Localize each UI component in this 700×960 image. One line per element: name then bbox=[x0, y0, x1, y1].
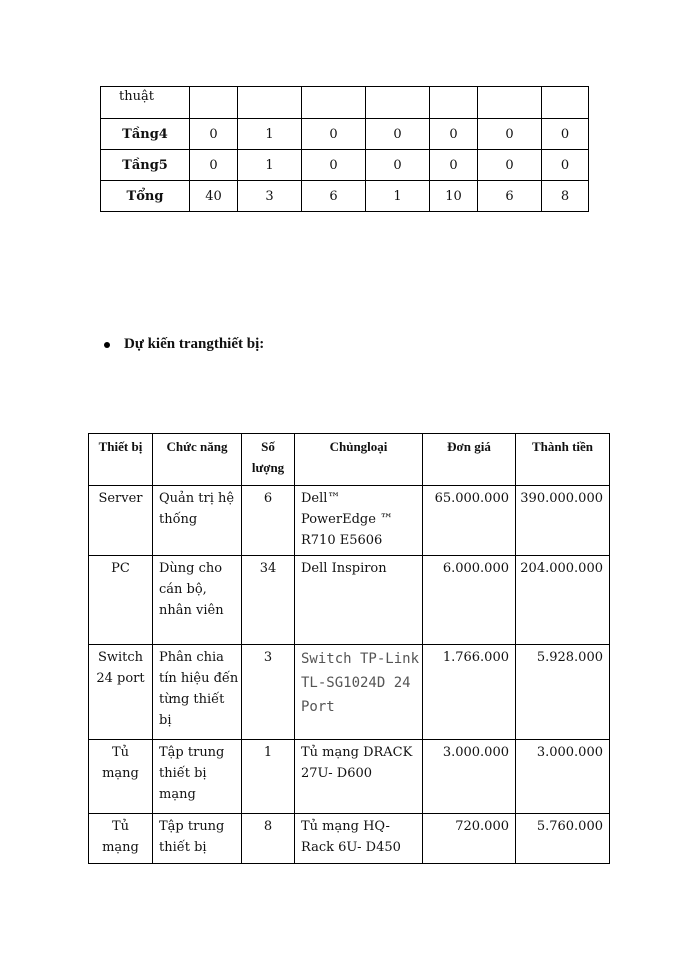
table-cell: 0 bbox=[366, 119, 430, 150]
table-cell: 0 bbox=[366, 150, 430, 181]
section-heading-text: Dự kiến trangthiết bị: bbox=[124, 336, 265, 352]
table-cell: 1 bbox=[238, 150, 302, 181]
bullet-icon bbox=[104, 342, 110, 348]
cell-device: Tủ mạng bbox=[89, 814, 153, 864]
cell-function: Tập trung thiết bị mạng bbox=[153, 740, 242, 814]
header-type: Chủngloại bbox=[295, 434, 423, 486]
table-cell: 0 bbox=[190, 150, 238, 181]
table-cell: 0 bbox=[302, 119, 366, 150]
table-cell: 40 bbox=[190, 181, 238, 212]
table-cell: 0 bbox=[542, 150, 589, 181]
floor-summary-table bbox=[100, 86, 589, 212]
equipment-table bbox=[88, 433, 610, 864]
table-cell: 0 bbox=[430, 150, 478, 181]
table-row bbox=[101, 87, 589, 119]
cell-type: Dell Inspiron bbox=[295, 556, 423, 645]
cell-device: PC bbox=[89, 556, 153, 645]
cell-function: Quản trị hệ thống bbox=[153, 486, 242, 556]
cell-total: 3.000.000 bbox=[516, 740, 610, 814]
table-cell: 10 bbox=[430, 181, 478, 212]
table-cell: 6 bbox=[302, 181, 366, 212]
header-function: Chức năng bbox=[153, 434, 242, 486]
row-label: Tầng4 bbox=[101, 119, 190, 150]
cell-quantity: 34 bbox=[242, 556, 295, 645]
table-cell: 0 bbox=[190, 119, 238, 150]
cell-unit-price: 3.000.000 bbox=[423, 740, 516, 814]
header-total: Thành tiền bbox=[516, 434, 610, 486]
row-label: Tầng5 bbox=[101, 150, 190, 181]
cell-type: Tủ mạng HQ- Rack 6U- D450 bbox=[295, 814, 423, 864]
cell-type: Tủ mạng DRACK 27U- D600 bbox=[295, 740, 423, 814]
cell-unit-price: 1.766.000 bbox=[423, 645, 516, 740]
table-cell: 0 bbox=[542, 119, 589, 150]
cell-type: Switch TP-Link TL-SG1024D 24 Port bbox=[295, 645, 423, 740]
table-row bbox=[89, 486, 610, 556]
header-unit-price: Đơn giá bbox=[423, 434, 516, 486]
table-row bbox=[89, 740, 610, 814]
cell-function: Tập trung thiết bị bbox=[153, 814, 242, 864]
cell-total: 5.760.000 bbox=[516, 814, 610, 864]
table-cell: 3 bbox=[238, 181, 302, 212]
cell-function: Dùng cho cán bộ, nhân viên bbox=[153, 556, 242, 645]
table-row bbox=[101, 150, 589, 181]
cell-device: Server bbox=[89, 486, 153, 556]
table-cell: 0 bbox=[478, 119, 542, 150]
cell-type: Dell™ PowerEdge ™ R710 E5606 bbox=[295, 486, 423, 556]
cell-function: Phân chia tín hiệu đến từng thiết bị bbox=[153, 645, 242, 740]
cell-unit-price: 65.000.000 bbox=[423, 486, 516, 556]
table-row bbox=[89, 645, 610, 740]
header-quantity: Số lượng bbox=[242, 434, 295, 486]
row-label: Tổng bbox=[101, 181, 190, 212]
table-cell: 1 bbox=[366, 181, 430, 212]
table-header-row bbox=[89, 434, 610, 486]
cell-total: 5.928.000 bbox=[516, 645, 610, 740]
table-cell: 0 bbox=[302, 150, 366, 181]
section-heading bbox=[104, 336, 264, 353]
cell-quantity: 6 bbox=[242, 486, 295, 556]
cell-unit-price: 6.000.000 bbox=[423, 556, 516, 645]
cell-quantity: 8 bbox=[242, 814, 295, 864]
header-device: Thiết bị bbox=[89, 434, 153, 486]
table-cell: 0 bbox=[478, 150, 542, 181]
cell-total: 390.000.000 bbox=[516, 486, 610, 556]
cell-unit-price: 720.000 bbox=[423, 814, 516, 864]
table-cell: 6 bbox=[478, 181, 542, 212]
table-row bbox=[101, 119, 589, 150]
cell-device: Switch 24 port bbox=[89, 645, 153, 740]
table-row bbox=[101, 181, 589, 212]
cell-total: 204.000.000 bbox=[516, 556, 610, 645]
table-cell: 0 bbox=[430, 119, 478, 150]
cell-quantity: 1 bbox=[242, 740, 295, 814]
table-cell: 1 bbox=[238, 119, 302, 150]
cell-device: Tủ mạng bbox=[89, 740, 153, 814]
table-row bbox=[89, 814, 610, 864]
table-row bbox=[89, 556, 610, 645]
row-label: thuật bbox=[101, 87, 190, 119]
table-cell: 8 bbox=[542, 181, 589, 212]
cell-quantity: 3 bbox=[242, 645, 295, 740]
